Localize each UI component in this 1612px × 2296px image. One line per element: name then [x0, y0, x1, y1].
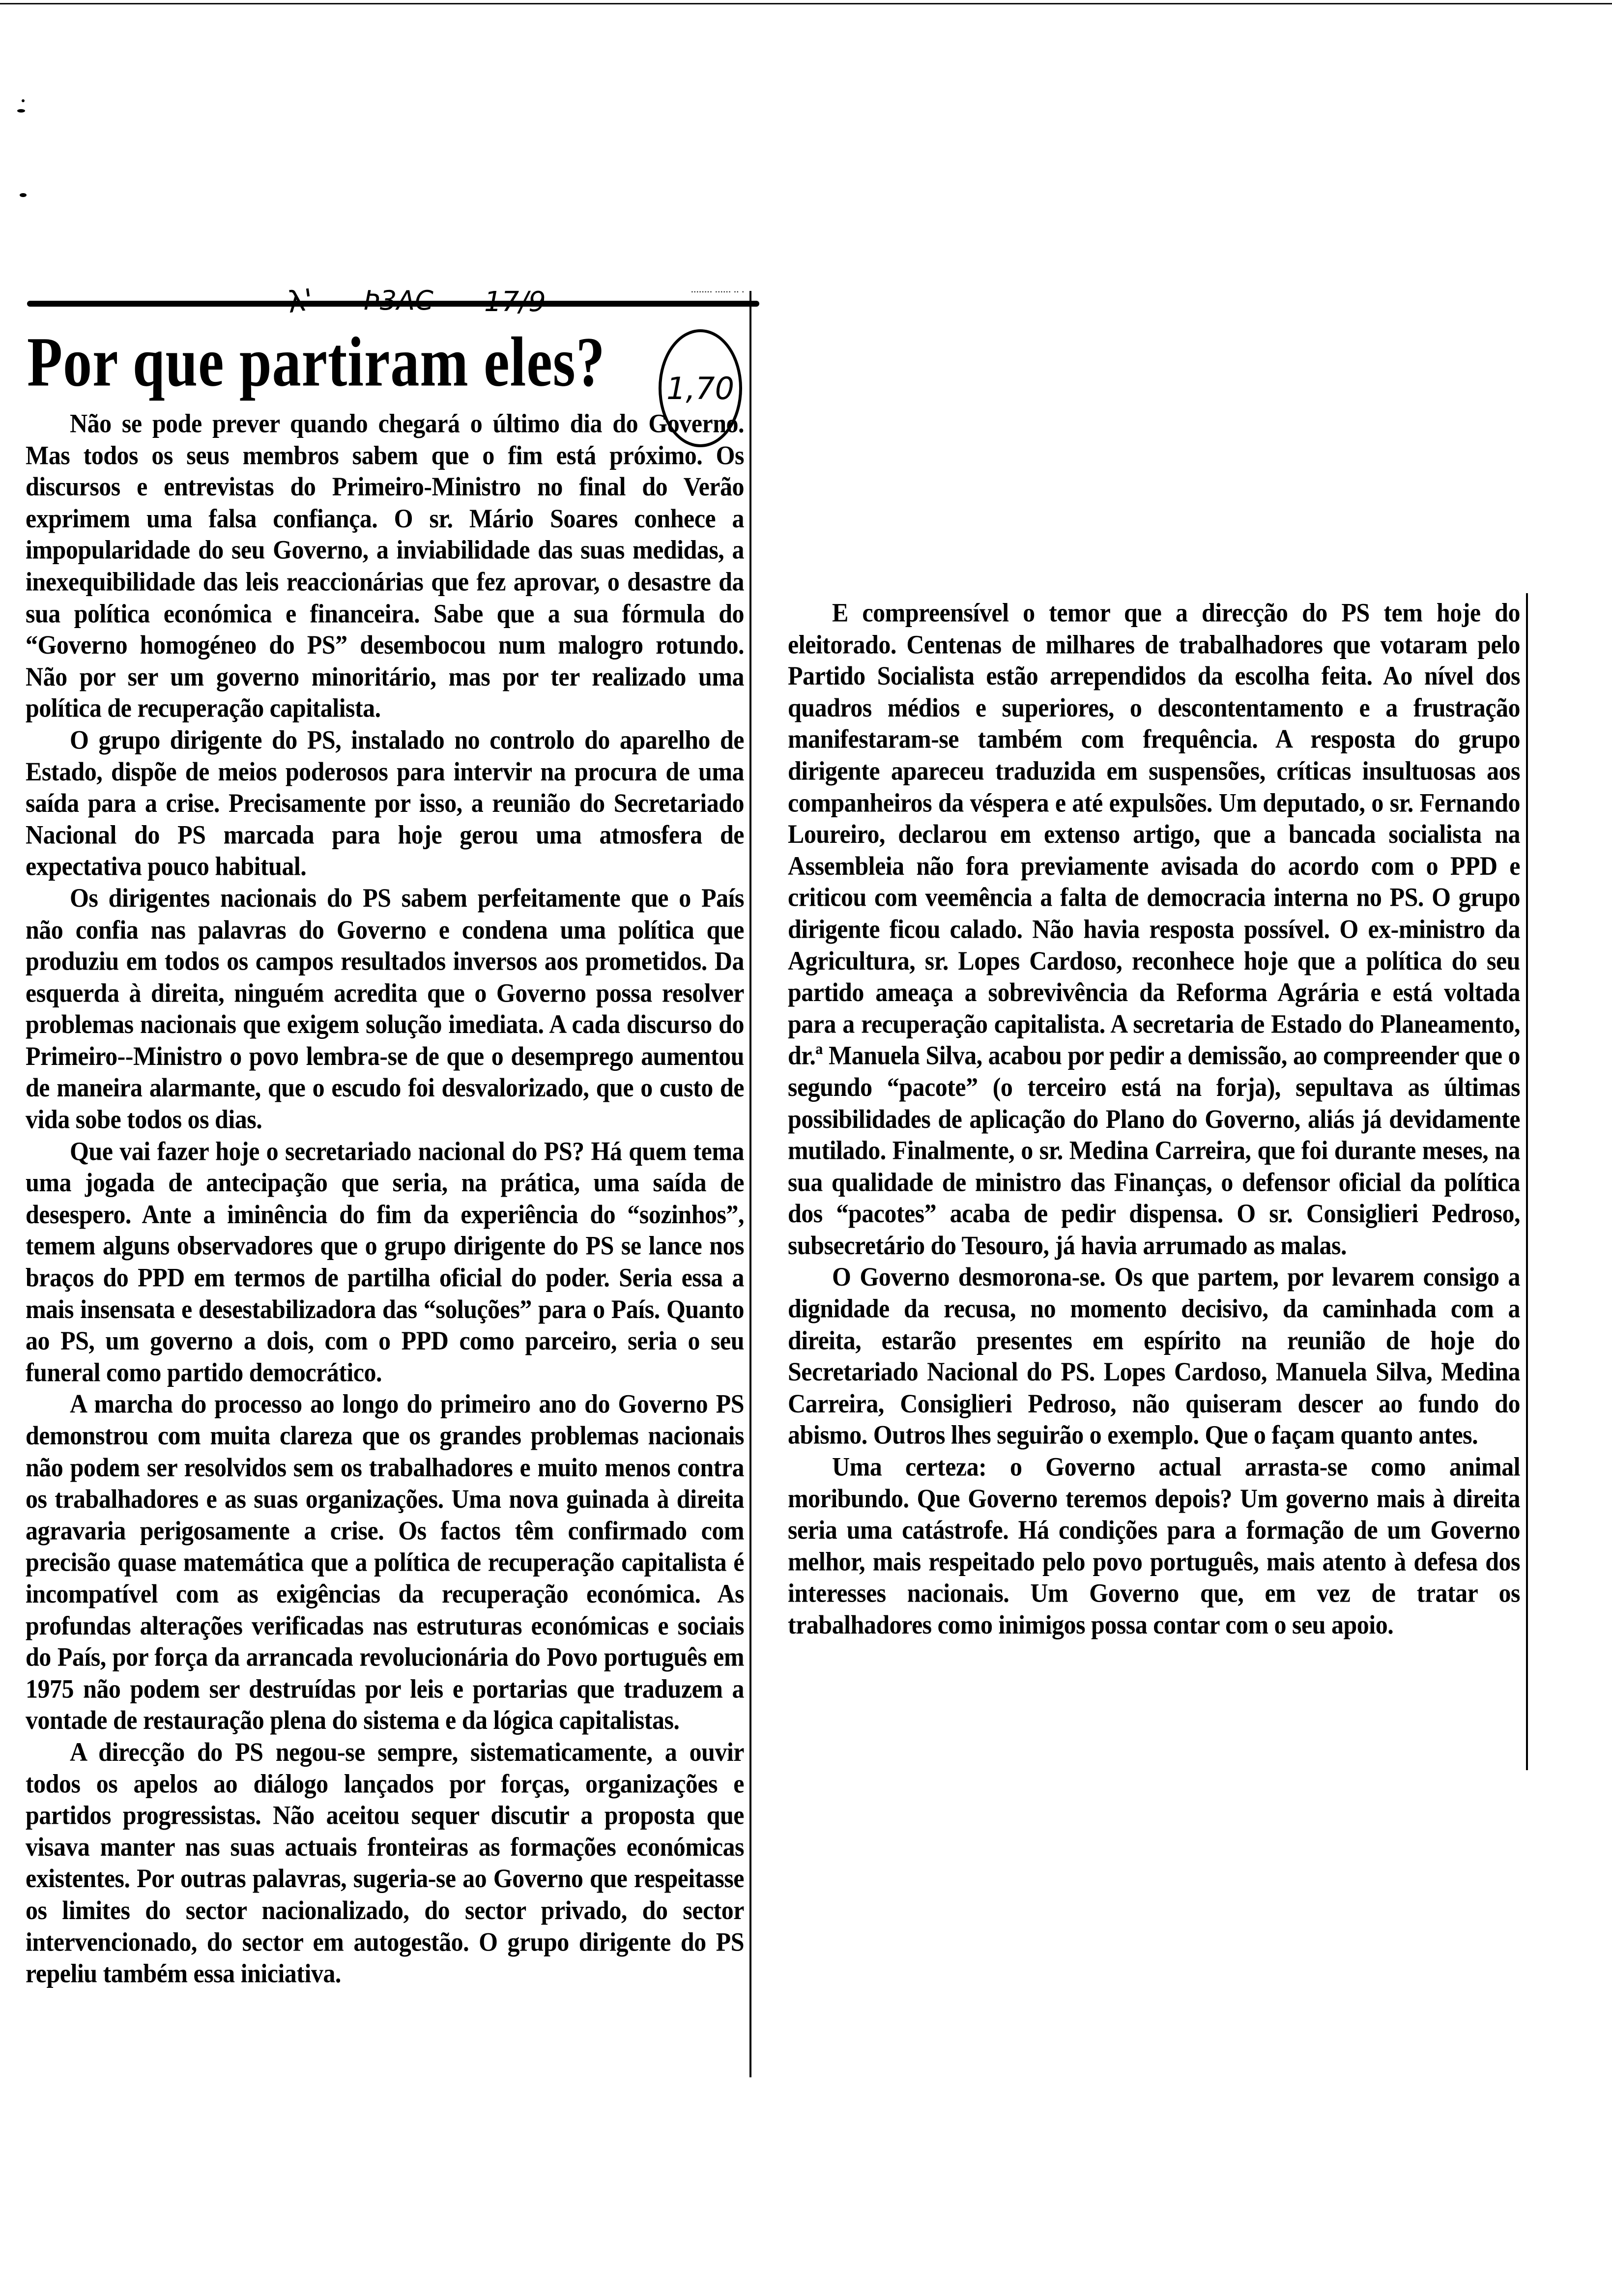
paragraph: O Governo desmorona-se. Os que partem, por levarem consigo a dignidade da recusa, no momento decisivo, da caminhada com a direita, estarão presentes em espírito na reunião de hoje do Secretariado Nacional do PS. Lopes Cardoso, Manuela Silva, Medina Carreira, Consiglieri Pedroso, não quiseram descer ao fundo do abismo. Outros lhes seguirão o exemplo. Que o façam quanto antes. — [788, 1262, 1520, 1450]
right-column-body — [788, 597, 1520, 1641]
scan-speck — [20, 193, 27, 197]
article-headline: Por que partiram eles? — [27, 322, 605, 402]
scan-speck — [17, 109, 25, 113]
article-left-clipping — [20, 275, 745, 2064]
heading-smallprint: ........ ...... .. . — [691, 286, 745, 294]
article-right-clipping — [784, 587, 1536, 1791]
circled-number-text: 1,70 — [666, 370, 735, 406]
paragraph: Não se pode prever quando chegará o último dia do Governo. Mas todos os seus membros sabem que o fim está próximo. Os discursos e entrevistas do Primeiro-Ministro no final do Verão exprimem uma falsa confiança. O sr. Mário Soares conhece a impopularidade do seu Governo, a inviabilidade das suas medidas, a inexequibilidade das leis reaccionárias que fez aprovar, o desastre da sua política económica e financeira. Sabe que a sua fórmula do “Governo homogéneo do PS” desembocou num malogro rotundo. Não por ser um governo minoritário, mas por ter realizado uma política de recuperação capitalista. — [26, 408, 744, 723]
scan-speck — [22, 99, 25, 102]
paragraph: Os dirigentes nacionais do PS sabem perfeitamente que o País não confia nas palavras do Governo e condena uma política que produziu em todos os campos resultados inversos aos prometidos. Da esquerda à direita, ninguém acredita que o Governo possa resolver problemas nacionais que exigem solução imediata. A cada discurso do Primeiro--Ministro o povo lembra-se de que o desemprego aumentou de maneira alarmante, que o escudo foi desvalorizado, que o custo de vida sobe todos os dias. — [26, 883, 744, 1134]
handwritten-date: 17/9 — [484, 286, 546, 318]
paragraph: A direcção do PS negou-se sempre, sistematicamente, a ouvir todos os apelos ao diálogo lançados por forças, organizações e partidos progressistas. Não aceitou sequer discutir a proposta que visava manter nas suas actuais fronteiras as formações económicas existentes. Por outras palavras, sugeria-se ao Governo que respeitasse os limites do sector nacionalizado, do sector privado, do sector intervencionado, do sector em autogestão. O grupo dirigente do PS repeliu também essa iniciativa. — [26, 1737, 744, 1988]
column-border — [749, 291, 751, 2077]
paragraph: E compreensível o temor que a direcção do PS tem hoje do eleitorado. Centenas de milhares de trabalhadores que votaram pelo Partido Socialista estão arrependidos da escolha feita. Ao nível dos quadros médios e superiores, o descontentamento e a frustração manifestaram-se também com frequência. A resposta do grupo dirigente apareceu traduzida em suspensões, críticas insultuosas aos companheiros da véspera e até expulsões. Um deputado, o sr. Fernando Loureiro, declarou em extenso artigo, que a bancada socialista na Assembleia não fora previamente avisada do acordo com o PPD e criticou com veemência a falta de democracia interna no PS. O grupo dirigente ficou calado. Não havia resposta possível. O ex-ministro da Agricultura, sr. Lopes Cardoso, reconhece hoje que a política do seu partido ameaça a sobrevivência da Reforma Agrária e está voltada para a recuperação capitalista. A secretaria de Estado do Planeamento, dr.ª Manuela Silva, acabou por pedir a demissão, ao compreender que o segundo “pacote” (o terceiro está na forja), sepultava as últimas possibilidades de aplicação do Plano do Governo, aliás já devidamente mutilado. Finalmente, o sr. Medina Carreira, que foi durante meses, na sua qualidade de ministro das Finanças, o defensor oficial da política dos “pacotes” acaba de pedir dispensa. O sr. Consiglieri Pedroso, subsecretário do Tesouro, já havia arrumado as malas. — [788, 598, 1520, 1260]
column-border — [1526, 593, 1528, 1770]
handwritten-mark: λ' — [285, 282, 316, 320]
paragraph: Uma certeza: o Governo actual arrasta-se como animal moribundo. Que Governo teremos depois? Um governo mais à direita seria uma catástrofe. Há condições para a formação de um Governo melhor, mais respeitado pelo povo português, mais atento à defesa dos interesses nacionais. Um Governo que, em vez de tratar os trabalhadores como inimigos possa contar com o seu apoio. — [788, 1451, 1520, 1640]
paragraph: A marcha do processo ao longo do primeiro ano do Governo PS demonstrou com muita clareza que os grandes problemas nacionais não podem ser resolvidos sem os trabalhadores e muito menos contra os trabalhadores e as suas organizações. Uma nova guinada à direita agravaria perigosamente a crise. Os factos têm confirmado com precisão quase matemática que a política de recuperação capitalista é incompatível com as exigências da recuperação económica. As profundas alterações verificadas nas estruturas económicas e sociais do País, por força da arrancada revolucionária do Povo português em 1975 não podem ser destruídas por leis e portarias que traduzem a vontade de restauração plena do sistema e da lógica capitalistas. — [26, 1389, 744, 1735]
scan-top-edge — [0, 3, 1612, 4]
handwritten-code: Þ3AC — [364, 285, 433, 316]
left-column-body — [26, 408, 744, 1989]
paragraph: O grupo dirigente do PS, instalado no controlo do aparelho de Estado, dispõe de meios poderosos para intervir na procura de uma saída para a crise. Precisamente por isso, a reunião do Secretariado Nacional do PS marcada para hoje gerou uma atmosfera de expectativa pouco habitual. — [26, 724, 744, 881]
paragraph: Que vai fazer hoje o secretariado nacional do PS? Há quem tema uma jogada de antecipação que seria, na prática, uma saída de desespero. Ante a iminência do fim da experiência do “sozinhos”, temem alguns observadores que o grupo dirigente do PS se lance nos braços do PPD em termos de partilha oficial do poder. Seria essa a mais insensata e desestabilizadora das “soluções” para o País. Quanto ao PS, um governo a dois, com o PPD como parceiro, seria o seu funeral como partido democrático. — [26, 1136, 744, 1387]
